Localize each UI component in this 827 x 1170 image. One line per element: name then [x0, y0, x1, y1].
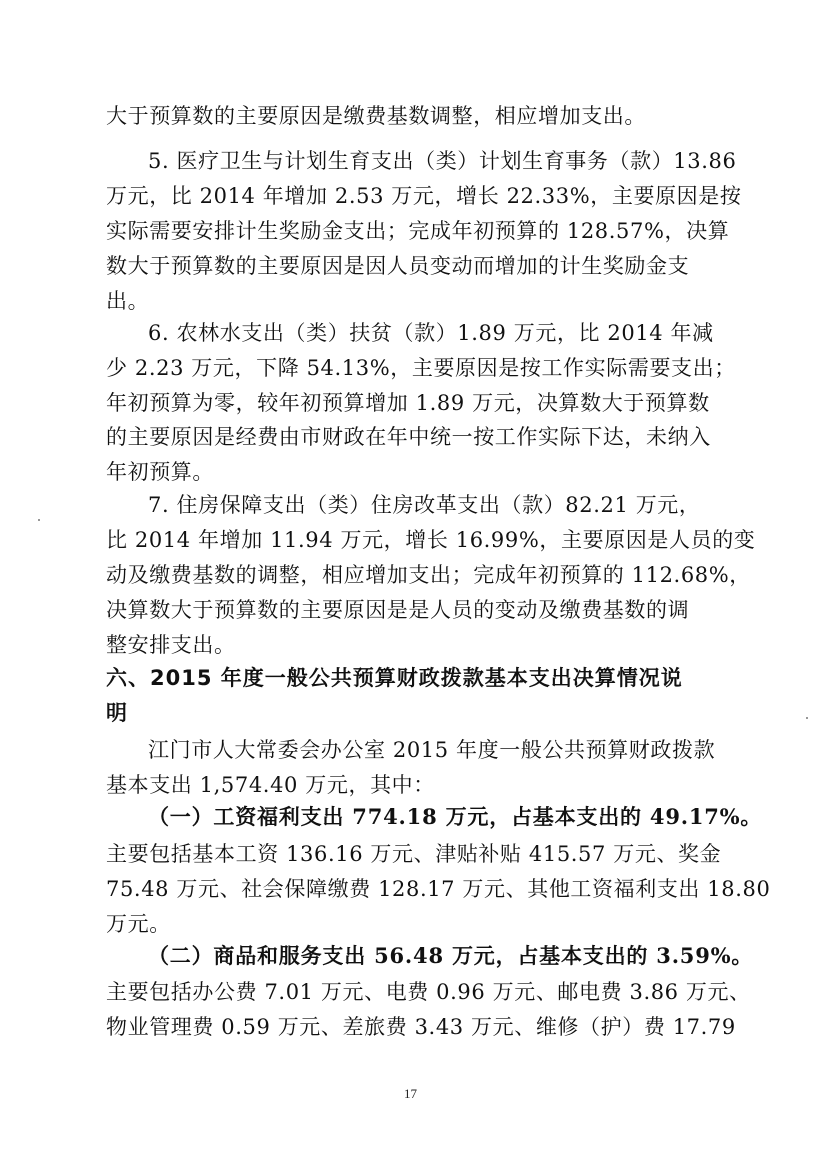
text-line: 年初预算为零，较年初预算增加 1.89 万元，决算数大于预算数	[106, 391, 710, 415]
text-line: 年初预算。	[106, 460, 214, 484]
text-line: 物业管理费 0.59 万元、差旅费 3.43 万元、维修（护）费 17.79	[106, 1015, 736, 1039]
text-line: 决算数大于预算数的主要原因是是人员的变动及缴费基数的调	[106, 598, 690, 622]
text-line: 的主要原因是经费由市财政在年中统一按工作实际下达，未纳入	[106, 425, 711, 449]
text-line: 少 2.23 万元，下降 54.13%，主要原因是按工作实际需要支出；	[106, 356, 736, 380]
text-line: 5. 医疗卫生与计划生育支出（类）计划生育事务（款）13.86	[148, 149, 737, 173]
text-line: 整安排支出。	[106, 633, 236, 657]
text-line: 万元。	[106, 912, 171, 936]
section-heading: 六、2015 年度一般公共预算财政拨款基本支出决算情况说	[106, 666, 683, 690]
scan-speck	[806, 717, 808, 719]
text-line: 实际需要安排计生奖励金支出；完成年初预算的 128.57%，决算	[106, 219, 730, 243]
text-line: 动及缴费基数的调整，相应增加支出；完成年初预算的 112.68%，	[106, 563, 751, 587]
text-line: 大于预算数的主要原因是缴费基数调整，相应增加支出。	[106, 104, 646, 128]
text-line: 基本支出 1,574.40 万元，其中：	[106, 773, 435, 797]
text-line: 出。	[106, 289, 150, 313]
section-heading: 明	[106, 701, 128, 725]
scan-speck	[38, 519, 40, 521]
text-line: 数大于预算数的主要原因是因人员变动而增加的计生奖励金支	[106, 254, 690, 278]
page-number: 17	[404, 1086, 417, 1101]
text-line: 比 2014 年增加 11.94 万元，增长 16.99%，主要原因是人员的变	[106, 528, 756, 552]
text-line: 主要包括基本工资 136.16 万元、津贴补贴 415.57 万元、奖金	[106, 842, 722, 866]
text-line: 万元，比 2014 年增加 2.53 万元，增长 22.33%，主要原因是按	[106, 184, 742, 208]
text-line: 75.48 万元、社会保障缴费 128.17 万元、其他工资福利支出 18.80	[106, 877, 771, 901]
text-line: 6. 农林水支出（类）扶贫（款）1.89 万元，比 2014 年减	[148, 321, 714, 345]
subsection-heading: （一）工资福利支出 774.18 万元，占基本支出的 49.17%。	[148, 804, 763, 829]
text-line: 江门市人大常委会办公室 2015 年度一般公共预算财政拨款	[148, 738, 716, 762]
subsection-heading: （二）商品和服务支出 56.48 万元，占基本支出的 3.59%。	[148, 943, 754, 968]
text-line: 主要包括办公费 7.01 万元、电费 0.96 万元、邮电费 3.86 万元、	[106, 980, 751, 1004]
text-line: 7. 住房保障支出（类）住房改革支出（款）82.21 万元，	[148, 493, 701, 517]
